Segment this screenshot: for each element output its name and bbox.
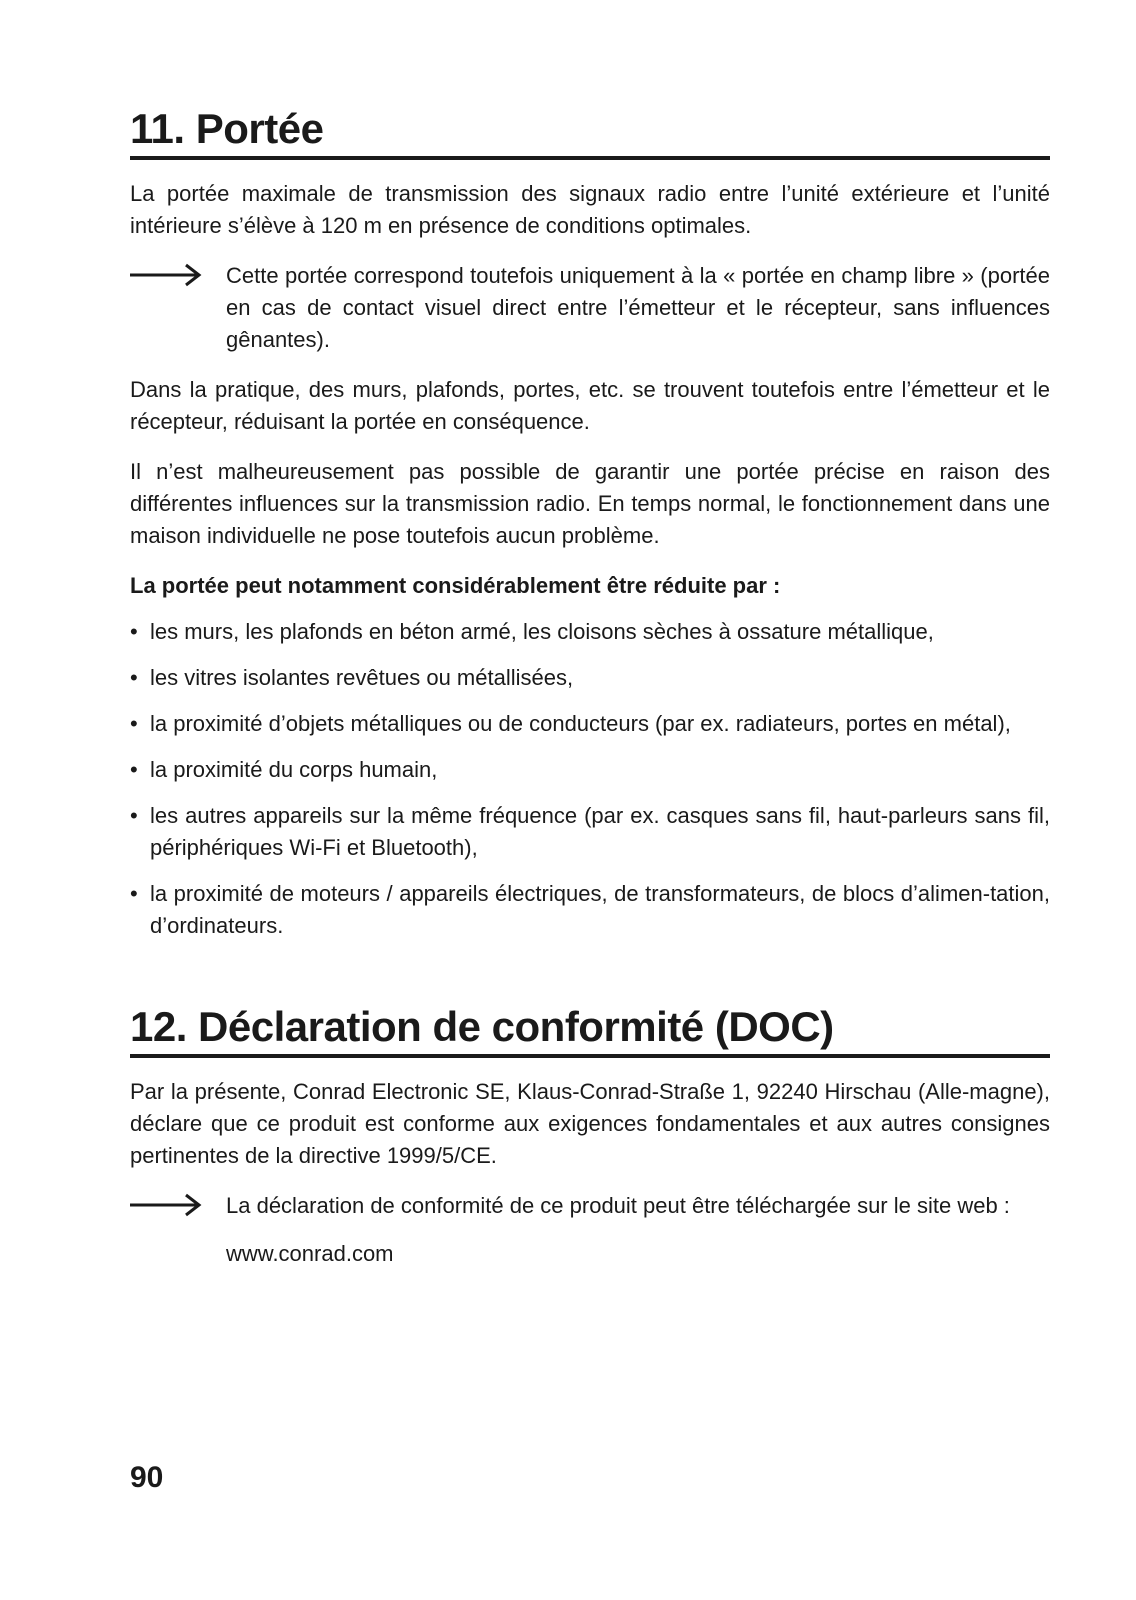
section-11-para-2: Dans la pratique, des murs, plafonds, portes, etc. se trouvent toutefois entre l’émetteur et le récepteur, réduisant la portée en conséquence.	[130, 377, 1050, 434]
section-11-para-3: Il n’est malheureusement pas possible de garantir une portée précise en raison des différentes influences sur la transmission radio. En temps normal, le fonctionnement dans une maison individuelle ne pose toutefois aucun problème.	[130, 459, 1050, 548]
range-reduction-list	[130, 616, 1050, 942]
bullet-icon: •	[130, 711, 138, 736]
bullet-icon: •	[130, 619, 138, 644]
bullet-icon: •	[130, 881, 138, 906]
section-12-title: 12. Déclaration de conformité (DOC)	[130, 1002, 1050, 1058]
section-11-note	[130, 260, 1050, 356]
list-item: • les autres appareils sur la même fréquence (par ex. casques sans fil, haut-parleurs sans fil, périphériques Wi-Fi et Bluetooth),	[130, 800, 1050, 864]
list-item: • les vitres isolantes revêtues ou métallisées,	[130, 662, 1050, 694]
arrow-right-icon	[130, 1190, 226, 1222]
section-12-note-text: La déclaration de conformité de ce produit peut être téléchargée sur le site web :	[226, 1193, 1010, 1218]
bullet-icon: •	[130, 665, 138, 690]
section-11-note-text: Cette portée correspond toutefois uniquement à la « portée en champ libre » (portée en cas de contact visuel direct entre l’émetteur et le récepteur, sans influences gênantes).	[226, 263, 1050, 352]
list-item: • la proximité d’objets métalliques ou de conducteurs (par ex. radiateurs, portes en métal),	[130, 708, 1050, 740]
bullet-icon: •	[130, 757, 138, 782]
list-item: • la proximité du corps humain,	[130, 754, 1050, 786]
bullet-icon: •	[130, 803, 138, 828]
section-11-title: 11. Portée	[130, 104, 1050, 160]
section-12-note	[130, 1190, 1050, 1222]
page-number: 90	[130, 1461, 164, 1494]
section-11-intro: La portée maximale de transmission des signaux radio entre l’unité extérieure et l’unité intérieure s’élève à 120 m en présence de conditions optimales.	[130, 181, 1050, 238]
section-11-list-heading: La portée peut notamment considérablement être réduite par :	[130, 573, 781, 598]
list-item: • la proximité de moteurs / appareils électriques, de transformateurs, de blocs d’alimen-tation, d’ordinateurs.	[130, 878, 1050, 942]
list-item: • les murs, les plafonds en béton armé, les cloisons sèches à ossature métallique,	[130, 616, 1050, 648]
section-12-intro: Par la présente, Conrad Electronic SE, Klaus-Conrad-Straße 1, 92240 Hirschau (Alle-magne), déclare que ce produit est conforme aux exigences fondamentales et aux autres consignes pertinentes de la directive 1999/5/CE.	[130, 1079, 1050, 1168]
website-url: www.conrad.com	[226, 1241, 394, 1266]
arrow-right-icon	[130, 260, 226, 292]
page	[130, 0, 1050, 1600]
